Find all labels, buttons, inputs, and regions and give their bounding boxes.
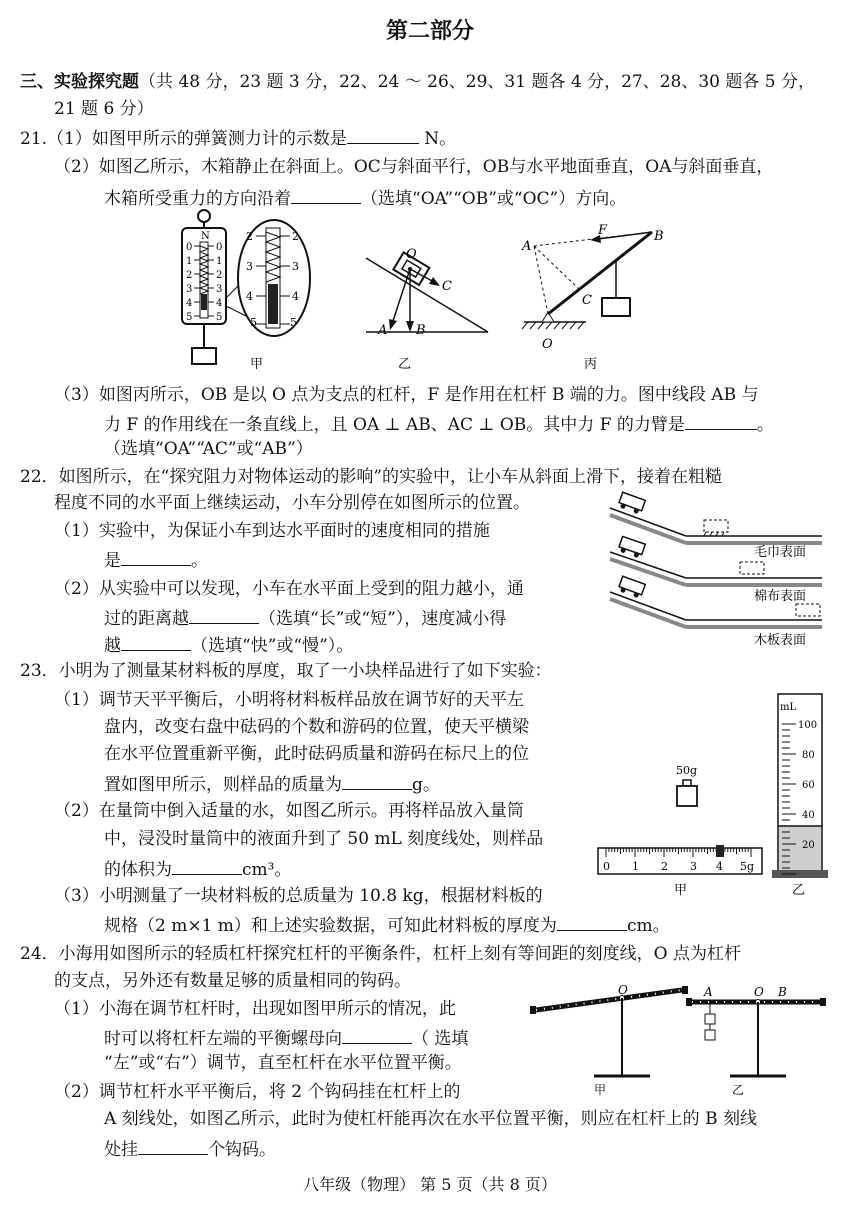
unit-label: N (201, 231, 210, 242)
answer-blank[interactable] (138, 1136, 208, 1155)
q24-line2: 的支点，另外还有数量足够的质量相同的钩码。 (54, 971, 411, 991)
q22-p1-end: 。 (191, 551, 208, 571)
q23-p1-line1: （1）调节天平平衡后，小明将材料板样品放在调节好的天平左 (54, 690, 524, 710)
zoom-tick: 5 (290, 316, 297, 329)
q21-p2-options: （选填“OA”“OB”或“OC”）方向。 (361, 189, 627, 209)
q21-part3-line1: （3）如图丙所示，OB 是以 O 点为支点的杠杆，F 是作用在杠杆 B 端的力。图中线段 AB 与 (54, 385, 759, 405)
weight-50g (676, 764, 697, 806)
q24-p2-line1: （2）调节杠杆水平平衡后，将 2 个钩码挂在杠杆上的 (54, 1082, 461, 1102)
q24-p2-end: 个钩码。 (208, 1140, 276, 1160)
fig-label-jia: 甲 (250, 357, 264, 372)
lever-yi (686, 985, 826, 1096)
tick-label: 3 (186, 284, 193, 295)
q21-p1-unit: N。 (424, 129, 457, 149)
q21-figures (170, 206, 680, 376)
answer-blank[interactable] (342, 771, 412, 790)
point-O: O (406, 247, 417, 262)
fig-label-yi: 乙 (792, 883, 806, 898)
surface-label-cotton: 棉布表面 (754, 589, 807, 604)
cylinder-tick: 20 (802, 840, 815, 851)
q24-p2-line3 (104, 1136, 276, 1161)
ruler-tick: 2 (661, 860, 668, 873)
force-F: F (598, 223, 608, 238)
q21-part1 (20, 125, 456, 150)
q23-p2-line2: 中，浸没时量筒中的液面升到了 50 mL 刻度线处，则样品 (104, 829, 544, 849)
point-C: C (582, 293, 592, 308)
q23-p2-unit: cm³。 (242, 860, 292, 880)
surface-label-wood: 木板表面 (754, 633, 807, 648)
q24-p2-text: 处挂 (104, 1140, 138, 1160)
answer-blank[interactable] (189, 605, 259, 624)
zoom-tick: 4 (246, 290, 253, 303)
q21-part2-line1: （2）如图乙所示，木箱静止在斜面上。OC与斜面平行，OB与水平地面垂直，OA与斜面垂直， (54, 157, 774, 177)
tick-label: 0 (186, 242, 193, 253)
answer-blank[interactable] (291, 185, 361, 204)
cylinder-tick: 80 (802, 750, 815, 761)
pivot-O: O (618, 984, 628, 997)
q24-p1-line3: “左”或“右”）调节，直至杠杆在水平位置平衡。 (104, 1053, 462, 1073)
q21-p2-text: 木箱所受重力的方向沿着 (104, 189, 291, 209)
weight-label: 50g (676, 764, 698, 777)
q24-p1-line1: （1）小海在调节杠杆时，出现如图甲所示的情况，此 (54, 999, 456, 1019)
point-C: C (442, 279, 452, 294)
q22-p2-line3 (104, 632, 353, 657)
q22-line2: 程度不同的水平面上继续运动，小车分别停在如图所示的位置。 (54, 493, 530, 513)
q21-part3-line3: （选填“OA”“AC”或“AB”） (104, 439, 313, 459)
point-B: B (778, 985, 787, 999)
q22-p1-line1: （1）实验中，为保证小车到达水平面时的速度相同的措施 (54, 521, 490, 541)
cylinder-tick: 60 (802, 780, 815, 791)
answer-blank[interactable] (342, 1025, 412, 1044)
q23-p1-line2: 盘内，改变右盘中砝码的个数和游码的位置，使天平横梁 (104, 717, 529, 737)
zoom-tick: 2 (292, 230, 299, 243)
q23-p1-line3: 在水平位置重新平衡，此时砝码质量和游码在标尺上的位 (104, 744, 529, 764)
tick-label: 3 (216, 284, 223, 295)
q22-p2-line1: （2）从实验中可以发现，小车在水平面上受到的阻力越小，通 (54, 579, 524, 599)
ramps-figure (606, 488, 826, 660)
q23-p2-line1: （2）在量筒中倒入适量的水，如图乙所示。再将样品放入量筒 (54, 801, 524, 821)
q21-part3-line2 (104, 411, 774, 436)
pivot-O: O (754, 985, 764, 999)
q24-line1: 24．小海用如图所示的轻质杠杆探究杠杆的平衡条件，杠杆上刻有等间距的刻度线，O 点为杠杆 (20, 944, 741, 964)
fig-label-yi: 乙 (732, 1083, 745, 1096)
section-desc-2: 21 题 6 分） (54, 99, 154, 119)
answer-blank[interactable] (557, 912, 627, 931)
q23-p3-line1: （3）小明测量了一块材料板的总质量为 10.8 kg，根据材料板的 (54, 886, 543, 906)
ruler-tick: 1 (632, 860, 639, 873)
q22-p2-text: 过的距离越 (104, 609, 189, 629)
q22-p2-line2 (104, 605, 506, 630)
answer-blank[interactable] (347, 125, 419, 144)
q21-p1-text: 21.（1）如图甲所示的弹簧测力计的示数是 (20, 129, 347, 149)
tick-label: 4 (186, 298, 193, 309)
q22-p1-line2 (104, 547, 208, 572)
fig-label-jia: 甲 (594, 1083, 607, 1096)
page-footer: 八年级（物理） 第 5 页（共 8 页） (303, 1175, 557, 1194)
page-title: 第二部分 (385, 19, 474, 44)
lever-figure (521, 223, 664, 372)
zoom-tick: 3 (292, 260, 299, 273)
q23-p2-line3 (104, 856, 291, 881)
answer-blank[interactable] (121, 632, 191, 651)
q23-p1-line4 (104, 771, 440, 796)
section-title: 三、实验探究题 (20, 72, 139, 92)
tick-label: 5 (186, 312, 193, 323)
tick-label: 0 (216, 242, 223, 253)
q24-p1-line2 (104, 1025, 468, 1050)
answer-blank[interactable] (121, 547, 191, 566)
point-A: A (522, 239, 532, 254)
q21-p3-text: 力 F 的作用线在一条直线上，且 OA ⊥ AB、AC ⊥ OB。其中力 F 的力臂是 (104, 415, 685, 435)
point-A: A (704, 985, 713, 999)
q23-p3-unit: cm。 (626, 916, 670, 936)
point-O: O (542, 337, 553, 352)
ruler-tick: 4 (716, 860, 723, 873)
q23-p3-text: 规格（2 m×1 m）和上述实验数据，可知此材料板的厚度为 (104, 916, 557, 936)
q23-p1-text: 置如图甲所示，则样品的质量为 (104, 775, 342, 795)
measuring-cylinder (772, 694, 828, 898)
rider-scale (598, 845, 762, 898)
q24-p1-text: 时可以将杠杆左端的平衡螺母向 (104, 1029, 342, 1049)
q22-p2-text2: 越 (104, 636, 121, 656)
lever-balance-figure (528, 984, 828, 1096)
q23-p1-unit: g。 (412, 775, 440, 795)
zoom-tick: 2 (246, 230, 253, 243)
cylinder-tick: 100 (798, 720, 818, 731)
point-B: B (654, 229, 664, 244)
q23-p2-text: 的体积为 (104, 860, 172, 880)
point-A: A (378, 323, 388, 338)
ramp-wood (610, 576, 822, 648)
surface-label-towel: 毛巾表面 (754, 545, 807, 560)
fig-label-yi: 乙 (398, 357, 412, 372)
section-heading (20, 71, 815, 93)
q24-p2-line2: A 刻线处，如图乙所示，此时为使杠杆能再次在水平位置平衡，则应在杠杆上的 B 刻线 (104, 1109, 757, 1129)
ruler-tick: 3 (690, 860, 697, 873)
q22-p1-text: 是 (104, 551, 121, 571)
spring-scale-figure (182, 210, 310, 372)
q22-p2-options2: （选填“快”或“慢”）。 (191, 636, 354, 656)
tick-label: 2 (186, 270, 193, 281)
point-B: B (416, 323, 426, 338)
zoom-tick: 3 (246, 260, 253, 273)
q22-line1: 22．如图所示，在“探究阻力对物体运动的影响”的实验中，让小车从斜面上滑下，接着在粗糙 (20, 467, 723, 487)
fig-label-jia: 甲 (674, 883, 688, 898)
q23-line1: 23．小明为了测量某材料板的厚度，取了一小块样品进行了如下实验： (20, 661, 552, 681)
answer-blank[interactable] (685, 411, 757, 430)
fig-label-bing: 丙 (584, 357, 598, 372)
tick-label: 1 (186, 256, 193, 267)
lever-jia (530, 984, 688, 1096)
q24-p1-options: （ 选填 (412, 1029, 469, 1049)
incline-figure (366, 247, 488, 372)
q23-p3-line2 (104, 912, 670, 937)
zoom-tick: 5 (250, 316, 257, 329)
section-desc: （共 48 分，23 题 3 分，22、24 ～ 26、29、31 题各 4 分，27、28、30 题各 5 分， (139, 72, 816, 92)
answer-blank[interactable] (172, 856, 242, 875)
balance-cylinder-figure (592, 688, 832, 900)
q21-p3-end: 。 (756, 415, 774, 435)
q22-p2-options: （选填“长”或“短”），速度减小得 (259, 609, 507, 629)
tick-label: 2 (216, 270, 223, 281)
cylinder-tick: 40 (802, 810, 815, 821)
ruler-tick: 5g (740, 860, 755, 873)
tick-label: 5 (216, 312, 223, 323)
ruler-tick: 0 (603, 860, 610, 873)
zoom-tick: 4 (292, 290, 299, 303)
tick-label: 1 (216, 256, 223, 267)
cylinder-unit: mL (780, 702, 797, 713)
tick-label: 4 (216, 298, 223, 309)
